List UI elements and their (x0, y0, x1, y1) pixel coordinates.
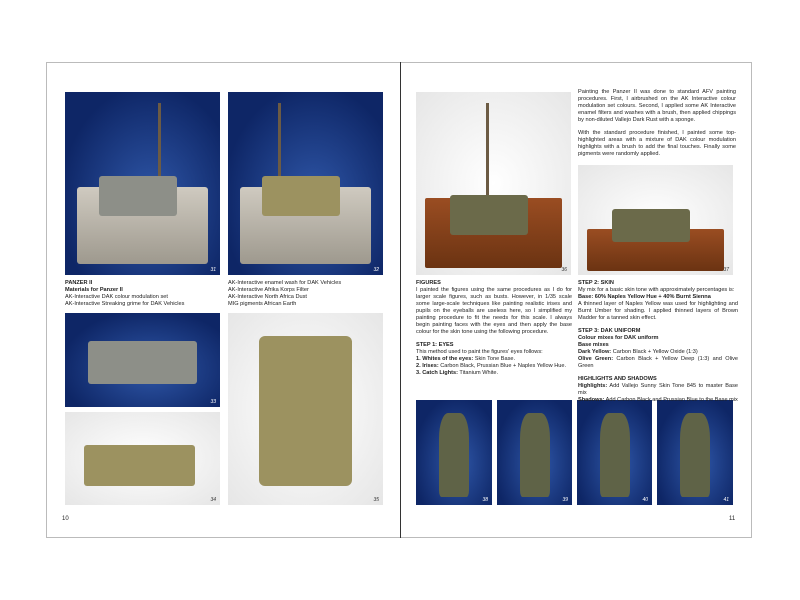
item-label: Dark Yellow: (578, 349, 612, 355)
paragraph: With the standard procedure finished, I painted some top-highlighted areas with a mixture of DAK colour modulation highlights with a brush to add the final touches. Finally some pigments were randomly applied. (578, 130, 736, 157)
photo-number: 33 (210, 399, 216, 405)
material-item: AK-Interactive Afrika Korps Filter (228, 287, 309, 293)
section-heading: FIGURES (416, 280, 441, 286)
material-item: MIG pigments African Earth (228, 301, 297, 307)
photo-37 (578, 165, 733, 275)
paragraph: I painted the figures using the same procedures as I do for larger scale figures, such as busts. However, in 1/35 scale some large-scale techniques like painting realistic irises and pupils on the eyeballs are useless here, so I simplified my painting procedure to fit the needs for this scale. I always begin painting faces with the eyes and then apply the base colour for the skin tone using the following procedure. (416, 287, 572, 335)
page-number: 10 (62, 516, 69, 522)
photo-36 (416, 92, 571, 275)
item-label: Olive Green: (578, 356, 614, 362)
photo-number: 34 (210, 497, 216, 503)
photo-number: 40 (642, 497, 648, 503)
material-item: AK-Interactive Streaking grime for DAK Vehicles (65, 301, 185, 307)
item-text: Titanium White. (457, 370, 499, 376)
item-label: Highlights: (578, 383, 608, 389)
section-heading: STEP 3: DAK UNIFORM (578, 328, 641, 334)
material-item: AK-Interactive enamel wash for DAK Vehicles (228, 280, 342, 286)
photo-number: 37 (723, 267, 729, 273)
photo-34 (65, 412, 220, 505)
base-mix: Base: 60% Naples Yellow Hue + 40% Burnt Sienna (578, 294, 711, 300)
figures-section (416, 280, 572, 377)
photo-number: 32 (373, 267, 379, 273)
photo-33 (65, 313, 220, 407)
materials-caption (65, 280, 225, 308)
photo-number: 35 (373, 497, 379, 503)
item-label: 3. Catch Lights: (416, 370, 458, 376)
item-label: 2. Irises: (416, 363, 439, 369)
photo-39 (497, 400, 572, 505)
materials-caption-cont (228, 280, 388, 308)
paragraph: A thinned layer of Naples Yellow was used for highlighting and Burnt Umber for shading. I applied thinned layers of Brown Madder for a tanned skin effect. (578, 301, 738, 321)
section-heading: STEP 2: SKIN (578, 280, 614, 286)
paragraph: My mix for a basic skin tone with approximately percentages is: (578, 287, 735, 293)
photo-number: 38 (482, 497, 488, 503)
paragraph: This method used to paint the figures' eyes follows: (416, 349, 543, 355)
section-heading: HIGHLIGHTS AND SHADOWS (578, 376, 657, 382)
caption-title: PANZER II (65, 280, 93, 286)
material-item: AK-Interactive North Africa Dust (228, 294, 307, 300)
item-text: Carbon Black, Prussian Blue + Naples Yellow Hue. (438, 363, 567, 369)
subheading: Colour mixes for DAK uniform (578, 335, 659, 341)
section-heading: STEP 1: EYES (416, 342, 454, 348)
intro-text (578, 89, 736, 158)
photo-number: 41 (723, 497, 729, 503)
photo-40 (577, 400, 652, 505)
page-spine (400, 62, 401, 538)
item-label: Shadows: (578, 397, 605, 403)
photo-number: 36 (561, 267, 567, 273)
material-item: AK-Interactive DAK colour modulation set (65, 294, 168, 300)
subheading: Base mixes (578, 342, 609, 348)
page-number: 11 (729, 516, 736, 522)
item-text: Skin Tone Base. (473, 356, 516, 362)
photo-41 (657, 400, 733, 505)
item-text: Add Carbon Black and Prussian Blue to the Base mix (604, 397, 738, 403)
item-text: Carbon Black + Yellow Oxide (1:3) (611, 349, 698, 355)
photo-number: 31 (210, 267, 216, 273)
item-label: 1. Whites of the eyes: (416, 356, 474, 362)
photo-35 (228, 313, 383, 505)
item-text: Add Vallejo Sunny Skin Tone 845 to master Base mix (578, 383, 738, 396)
paragraph: Painting the Panzer II was done to standard AFV painting procedures. First, I airbrushed on the AK Interactive colour modulation set colours. Second, I applied some AK Interactive enamel filters and washes with a brush, then applied chippings by non-diluted Vallejo Dark Rust with a sponge. (578, 89, 736, 123)
photo-38 (416, 400, 492, 505)
photo-32 (228, 92, 383, 275)
photo-31 (65, 92, 220, 275)
caption-subtitle: Materials for Panzer II (65, 287, 123, 293)
photo-number: 39 (562, 497, 568, 503)
item-text: Carbon Black + Yellow Deep (1:3) and Olive Green (578, 356, 739, 369)
skin-uniform-section (578, 280, 738, 404)
